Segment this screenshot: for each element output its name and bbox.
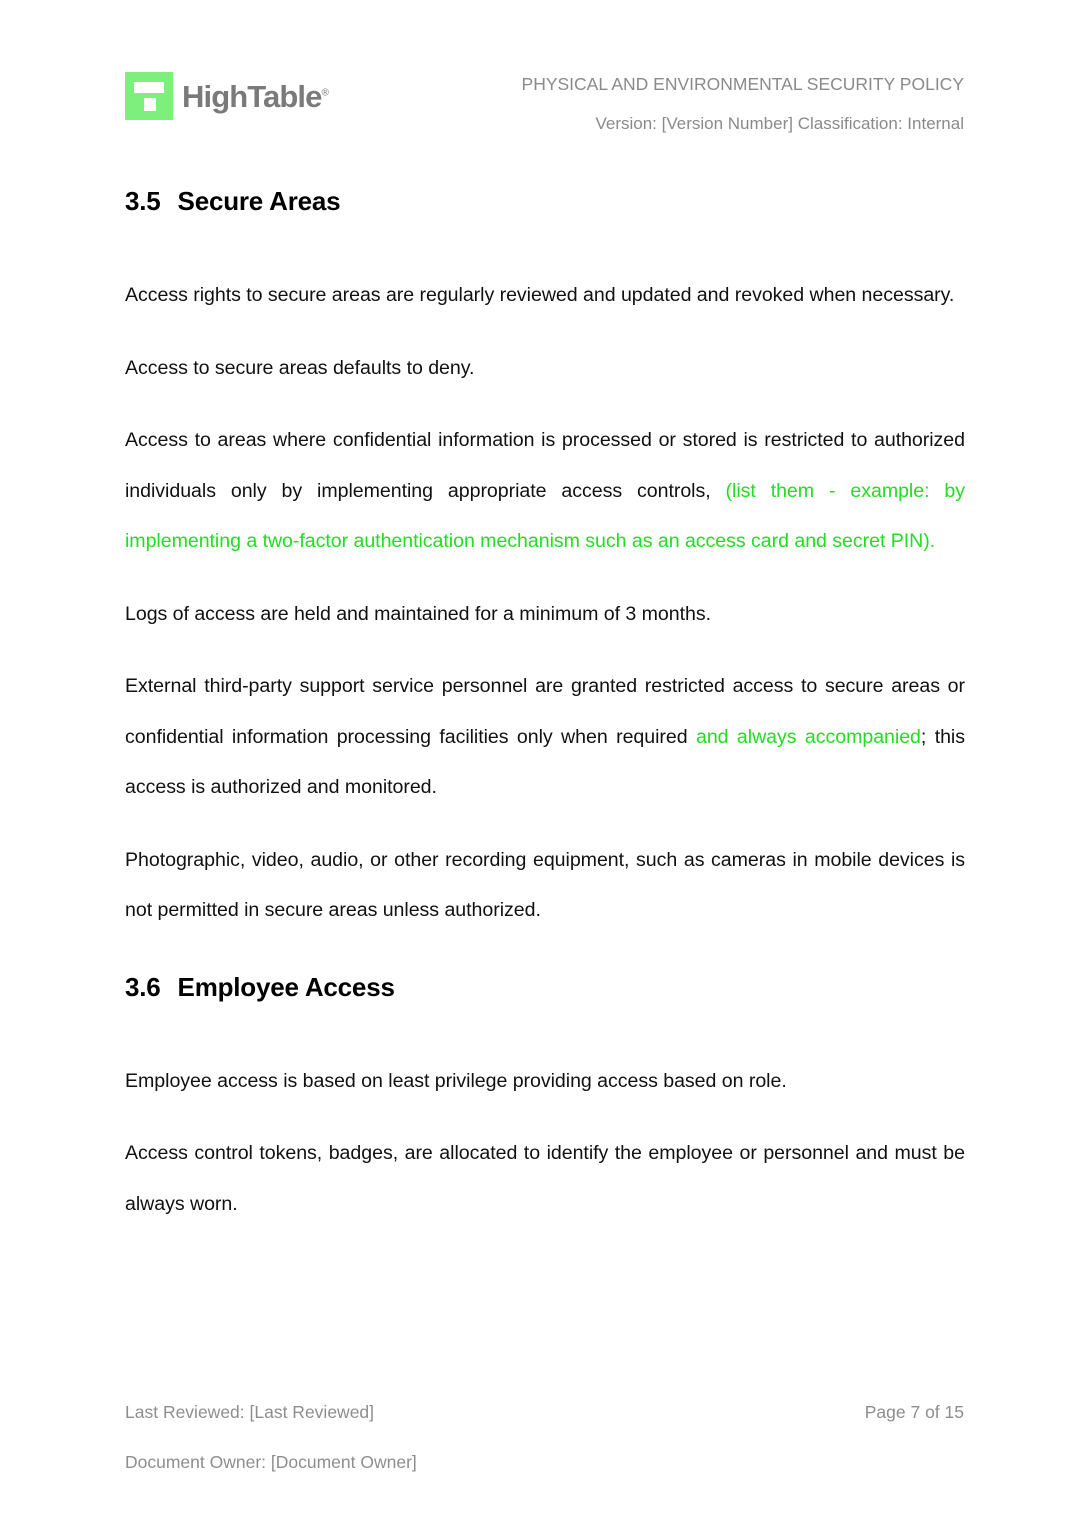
document-content [125, 186, 965, 1229]
paragraph-least-privilege [125, 1056, 965, 1107]
text-run: Access rights to secure areas are regularly reviewed and updated and revoked when necessary. [125, 284, 955, 307]
text-run: ; this access is authorized and monitored. [125, 725, 965, 799]
table-leg-shape [144, 98, 156, 111]
section-heading-3-6 [125, 972, 965, 1003]
paragraph-confidential-areas [125, 415, 965, 567]
section-number-3-6: 3.6 [125, 971, 161, 1002]
paragraph-recording-equipment [125, 835, 965, 936]
section-heading-3-5 [125, 186, 965, 217]
section-title-3-5: Secure Areas [177, 186, 341, 216]
header-document-meta [522, 66, 964, 132]
brand-logo [125, 72, 329, 120]
text-run: Access control tokens, badges, are allocated to identify the employee or personnel and must be always worn. [125, 1142, 965, 1215]
paragraph-third-party-access [125, 661, 965, 813]
text-run: Photographic, video, audio, or other recording equipment, such as cameras in mobile devices is not permitted in secure areas unless authorized. [125, 848, 965, 922]
section-title-3-6: Employee Access [177, 971, 395, 1002]
footer-page-number: Page 7 of 15 [864, 1402, 964, 1422]
paragraph-access-tokens [125, 1128, 965, 1229]
page-footer [125, 1402, 964, 1473]
text-run-highlight: and always accompanied [695, 725, 921, 748]
text-run: Employee access is based on least privilege providing access based on role. [125, 1069, 787, 1092]
registered-trademark-icon: ® [321, 87, 329, 99]
text-run: Access to secure areas defaults to deny. [125, 356, 475, 379]
hightable-table-icon [125, 72, 173, 120]
brand-wordmark [182, 78, 329, 114]
text-run-highlight: (list them - example: by implementing a two-factor authentication mechanism such as an access card and secret PIN). [125, 479, 965, 553]
footer-row-secondary [125, 1452, 964, 1473]
footer-row-primary [125, 1402, 964, 1423]
footer-document-owner: Document Owner: [Document Owner] [125, 1452, 417, 1472]
footer-last-reviewed: Last Reviewed: [Last Reviewed] [125, 1402, 375, 1422]
header-version-classification: Version: [Version Number] Classification: Internal [595, 113, 964, 133]
section-number-3-5: 3.5 [125, 186, 161, 216]
paragraph-access-logs [125, 589, 965, 640]
brand-wordmark-text: HighTable [182, 78, 322, 114]
text-run: Logs of access are held and maintained for a minimum of 3 months. [125, 602, 711, 625]
text-run: External third-party support service personnel are granted restricted access to secure areas or confidential information processing facilities only when required [125, 675, 965, 748]
paragraph-access-rights [125, 270, 965, 321]
header-document-title: PHYSICAL AND ENVIRONMENTAL SECURITY POLICY [521, 74, 964, 94]
paragraph-defaults-to-deny [125, 343, 965, 394]
text-run: Access to areas where confidential information is processed or stored is restricted to authorized individuals only by implementing appropriate access controls, [125, 429, 965, 502]
table-top-bar-shape [134, 82, 164, 93]
page-header [125, 66, 964, 132]
